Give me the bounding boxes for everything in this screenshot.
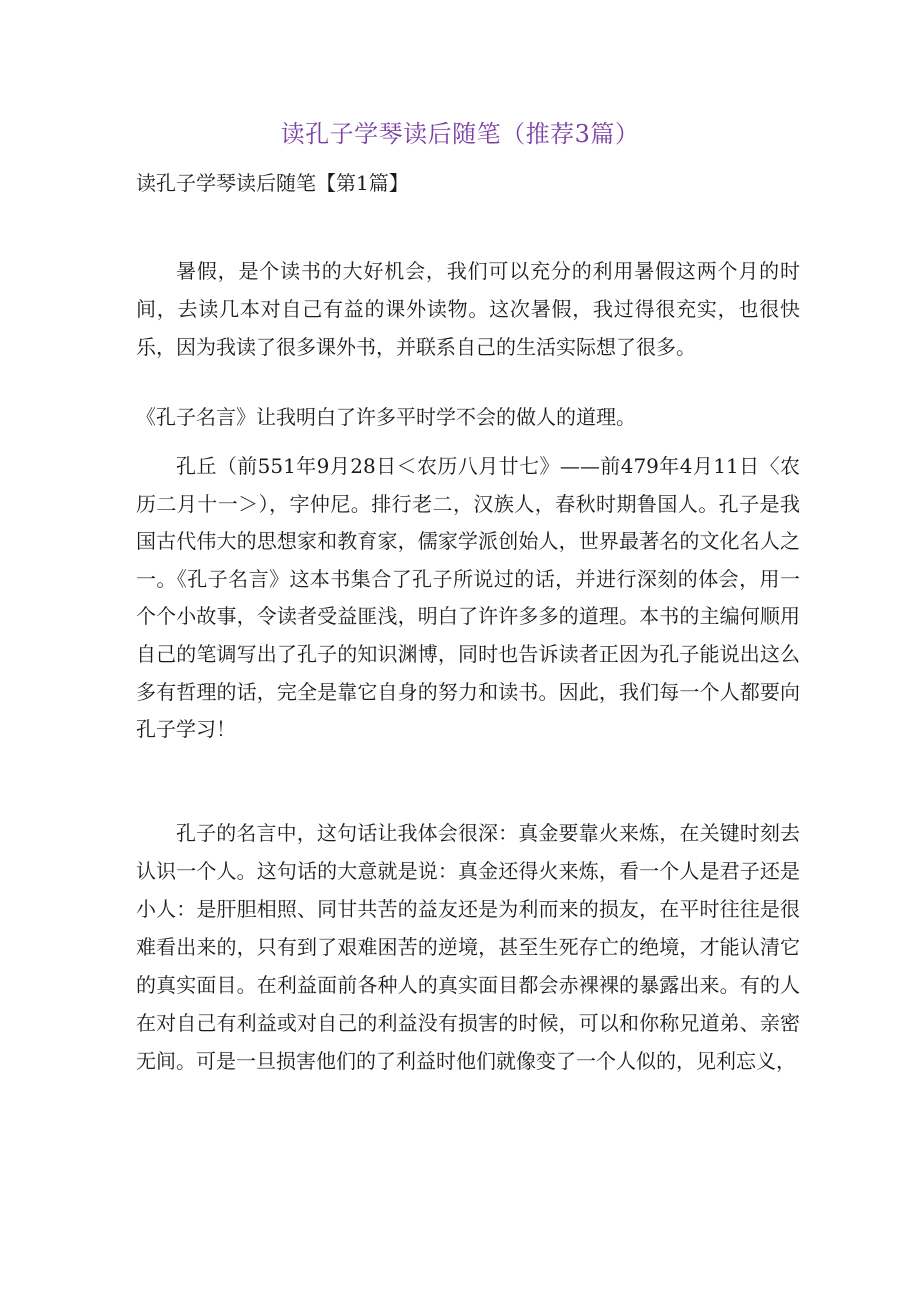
paragraph-2: 《孔子名言》让我明白了许多平时学不会的做人的道理。 [136, 405, 636, 429]
section-heading: 读孔子学琴读后随笔【第1篇】 [136, 171, 409, 195]
paragraph-1: 暑假，是个读书的大好机会，我们可以充分的利用暑假这两个月的时间，去读几本对自己有益的课外读物。这次暑假，我过得很充实，也很快乐，因为我读了很多课外书，并联系自己的生活实际想了很多。 [136, 259, 800, 359]
paragraph-4: 孔子的名言中，这句话让我体会很深：真金要靠火来炼，在关键时刻去认识一个人。这句话的大意就是说：真金还得火来炼，看一个人是君子还是小人：是肝胆相照、同甘共苦的益友还是为利而来的损友，在平时往往是很难看出来的，只有到了艰难困苦的逆境，甚至生死存亡的绝境，才能认清它的真实面目。在利益面前各种人的真实面目都会赤裸裸的暴露出来。有的人在对自己有利益或对自己的利益没有损害的时候，可以和你称兄道弟、亲密无间。可是一旦损害他们的了利益时他们就像变了一个人似的，见利忘义， [136, 821, 800, 1073]
paragraph-3: 孔丘（前551年9月28日＜农历八月廿七》——前479年4月11日〈农历二月十一＞），字仲尼。排行老二，汉族人，春秋时期鲁国人。孔子是我国古代伟大的思想家和教育家，儒家学派创始人，世界最著名的文化名人之一。《孔子名言》这本书集合了孔子所说过的话，并进行深刻的体会，用一个个小故事，令读者受益匪浅，明白了许许多多的道理。本书的主编何顺用自己的笔调写出了孔子的知识渊博，同时也告诉读者正因为孔子能说出这么多有哲理的话，完全是靠它自身的努力和读书。因此，我们每一个人都要向孔子学习！ [136, 454, 800, 742]
document-title: 读孔子学琴读后随笔（推荐3篇） [280, 120, 640, 148]
